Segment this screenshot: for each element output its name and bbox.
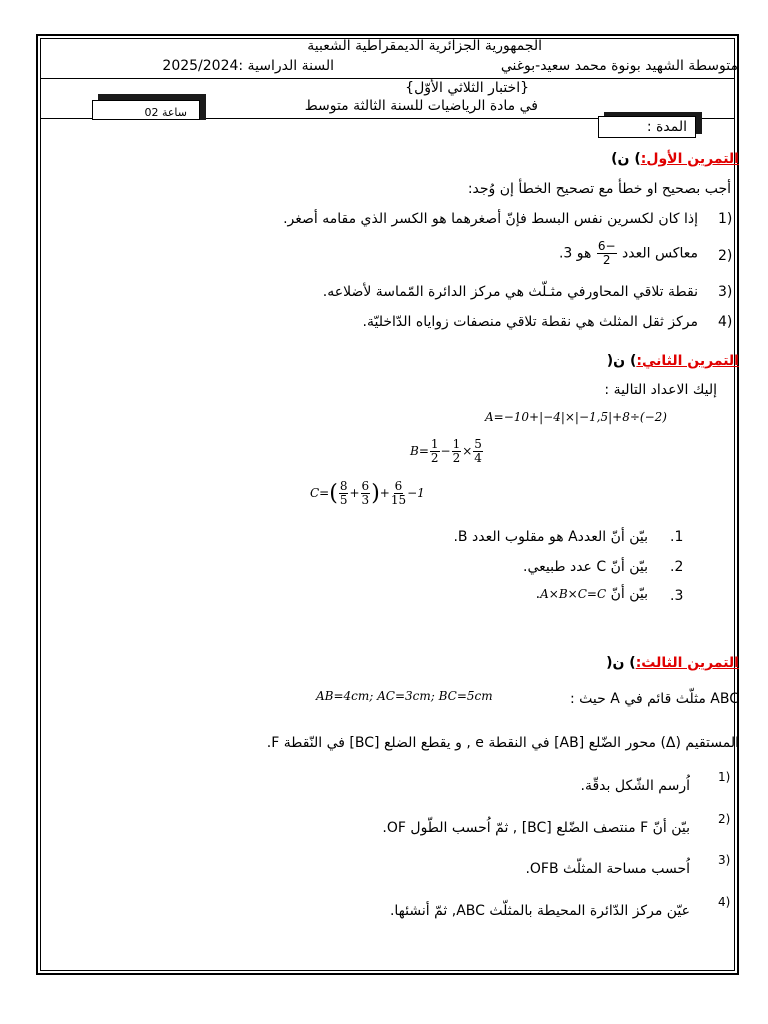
frac-num: 6 <box>394 479 403 493</box>
school-year: السنة الدراسية :2025/2024 <box>162 58 334 74</box>
ex1-item-3-number: 3) <box>718 284 733 300</box>
expression-c <box>310 480 425 507</box>
duration-label-box <box>598 116 696 138</box>
expr-b-op-2: × <box>462 444 473 458</box>
expr-c-lhs: C= <box>310 486 330 500</box>
ex1-points: ) ن) <box>611 151 641 167</box>
frac-den: 2 <box>430 451 439 465</box>
ex2-points: ) ن( <box>606 353 637 369</box>
ex3-item-1-text: اُرسم الشّكل بدقّة. <box>580 778 690 794</box>
ex3-item-3-text: اُحسب مساحة المثلّث OFB. <box>525 861 690 877</box>
ex2-item-3-number: .3 <box>670 588 684 604</box>
ex3-points: ) ن( <box>606 655 636 671</box>
expr-b-lhs: B= <box>410 444 429 458</box>
republic-title: الجمهورية الجزائرية الديمقراطية الشعبية <box>307 38 542 54</box>
expr-c-close-paren: ) <box>371 481 380 506</box>
expr-c-open-paren: ( <box>329 481 338 506</box>
ex2-intro: إليك الاعداد التالية : <box>604 382 717 398</box>
exam-subject: في مادة الرياضيات للسنة الثالثة متوسط <box>304 98 538 114</box>
ex2-item-3-expr: A×B×C=C <box>540 587 607 601</box>
ex2-heading <box>607 353 739 369</box>
ex2-item-2-text: بيّن أنّ C عدد طبيعي. <box>523 559 648 575</box>
ex1-item-2-number: 2) <box>718 248 733 264</box>
frac-num: 8 <box>339 479 348 493</box>
frac-den: 15 <box>390 493 407 507</box>
ex1-item-2-text-b: هو 3. <box>558 245 592 262</box>
school-name: متوسطة الشهيد بونوة محمد سعيد-بوغني <box>500 58 738 74</box>
ex1-item-2 <box>559 240 698 267</box>
ex2-item-2-number: .2 <box>670 559 684 575</box>
ex1-item-1-number: 1) <box>718 211 733 227</box>
ex2-item-3-text-a: بيّن أنّ <box>610 586 648 602</box>
duration-value-box <box>92 100 200 120</box>
expr-c-frac-2 <box>361 480 371 507</box>
ex1-item-2-text-a: معاكس العدد <box>622 245 698 262</box>
ex3-item-2-number: 2) <box>718 812 731 826</box>
ex3-item-4-number: 4) <box>718 895 731 909</box>
ex3-item-3-number: 3) <box>718 853 731 867</box>
frac-den: 2 <box>452 451 461 465</box>
frac-num: 1 <box>452 437 461 451</box>
expr-c-frac-1 <box>339 480 349 507</box>
frac-den: 3 <box>361 493 370 507</box>
exam-title: {اختبار الثلاثي الأوّل} <box>405 80 529 96</box>
header-divider-1 <box>40 78 735 79</box>
expression-b <box>410 438 484 465</box>
expr-b-frac-3 <box>473 438 483 465</box>
expr-c-op-2: + <box>379 486 390 500</box>
expr-b-op-1: − <box>440 444 451 458</box>
ex1-item-1-text: إذا كان لكسرين نفس البسط فإنّ أصغرهما هو الكسر الذي مقامه أصغر. <box>283 211 698 227</box>
ex2-item-1-number: .1 <box>670 529 684 545</box>
ex1-heading <box>611 151 739 167</box>
ex3-title: التمرين الثالث: <box>635 655 739 671</box>
expr-c-tail: −1 <box>407 486 425 500</box>
fraction-numerator: −6 <box>597 239 616 253</box>
ex2-item-3-text-b: . <box>535 586 541 602</box>
ex3-line-1-text: ABC مثلّث قائم في A حيث : <box>570 691 739 707</box>
duration-label: المدة : <box>646 119 687 135</box>
ex2-item-3 <box>536 586 648 602</box>
expr-b-frac-1 <box>430 438 440 465</box>
ex2-item-1-text: بيّن أنّ العددA هو مقلوب العدد B. <box>453 529 648 545</box>
ex1-instruction: أجب بصحيح او خطأ مع تصحيح الخطأ إن وُجد: <box>467 181 731 197</box>
ex3-line-2: المستقيم (Δ) محور الضّلع [AB] في النقطة e , و يقطع الضلع [BC] في النّقطة F. <box>266 735 739 751</box>
ex1-item-3-text: نقطة تلاقي المحاورفي مثـلّث هي مركز الدائرة المّماسة لأضلاعه. <box>322 284 698 300</box>
ex1-item-4-text: مركز ثقل المثلث هي نقطة تلاقي منصفات زواياه الدّاخليّة. <box>362 314 698 330</box>
ex1-item-2-fraction <box>597 240 617 267</box>
ex3-item-4-text: عيّن مركز الدّائرة المحيطة بالمثلّث ABC, ثمّ أنشئها. <box>389 903 690 919</box>
frac-num: 6 <box>361 479 370 493</box>
ex3-item-2-text: بيّن أنّ F منتصف الضّلع [BC] , ثمّ اُحسب الطّول OF. <box>382 820 690 836</box>
frac-num: 1 <box>430 437 439 451</box>
frac-den: 4 <box>474 451 482 465</box>
ex3-item-1-number: 1) <box>718 770 731 784</box>
frac-den: 5 <box>339 493 348 507</box>
ex3-line-1-expr: AB=4cm; AC=3cm; BC=5cm <box>316 689 493 703</box>
expr-b-frac-2 <box>452 438 462 465</box>
expr-c-frac-3 <box>391 480 406 507</box>
ex1-title: التمرين الأول: <box>640 151 739 167</box>
duration-value: 02 ساعة <box>144 106 187 119</box>
ex1-item-4-number: 4) <box>718 314 733 330</box>
fraction-denominator: 2 <box>602 253 611 267</box>
expression-a: A=−10+|−4|×|−1,5|+8÷(−2) <box>485 410 667 424</box>
ex3-heading <box>606 655 739 671</box>
expr-c-op-1: + <box>349 486 360 500</box>
frac-num: 5 <box>474 437 482 451</box>
ex2-title: التمرين الثاني: <box>636 353 739 369</box>
